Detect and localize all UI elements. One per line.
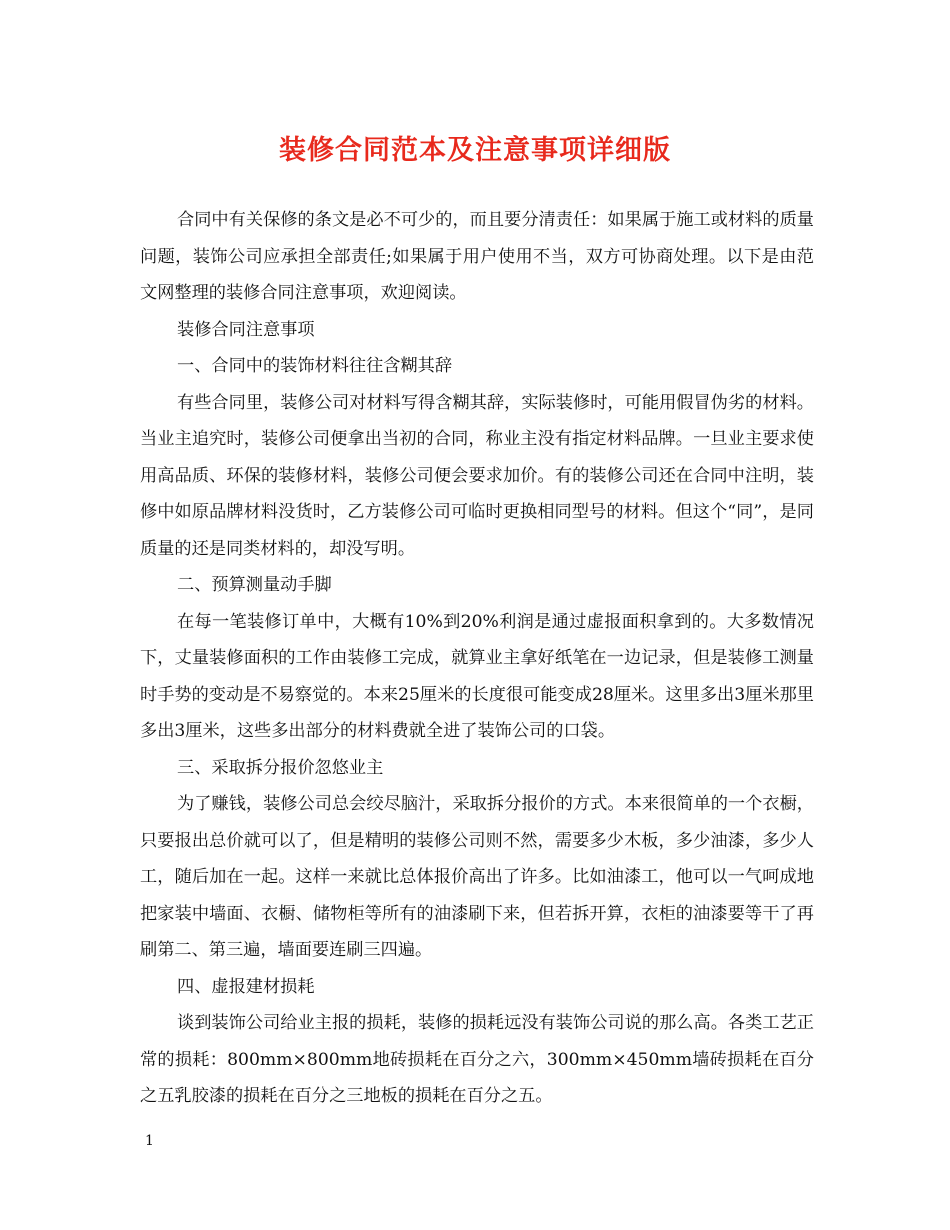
section-heading-2: 二、预算测量动手脚 [177,575,332,595]
paragraph-section-1: 有些合同里，装修公司对材料写得含糊其辞，实际装修时，可能用假冒伪劣的材料。当业主追究时，装修公司便拿出当初的合同，称业主没有指定材料品牌。一旦业主要求使用高品质、环保的装修材料，装修公司便会要求加价。有的装修公司还在合同中注明，装修中如原品牌材料没货时，乙方装修公司可临时更换相同型号的材料。但这个“同”，是同质量的还是同类材料的，却没写明。 [140,392,814,559]
paragraph-intro: 合同中有关保修的条文是必不可少的，而且要分清责任：如果属于施工或材料的质量问题，装饰公司应承担全部责任;如果属于用户使用不当，双方可协商处理。以下是由范文网整理的装修合同注意事项，欢迎阅读。 [140,210,814,303]
section-heading-4: 四、虚报建材损耗 [177,976,315,997]
paragraph-section-4: 谈到装饰公司给业主报的损耗，装修的损耗远没有装饰公司说的那么高。各类工艺正常的损耗：800mm×800mm地砖损耗在百分之六，300mm×450mm墙砖损耗在百分之五乳胶漆的损耗在百分之三地板的损耗在百分之五。 [140,1013,814,1106]
paragraph-section-2: 在每一笔装修订单中，大概有10%到20%利润是通过虚报面积拿到的。大多数情况下，丈量装修面积的工作由装修工完成，就算业主拿好纸笔在一边记录，但是装修工测量时手势的变动是不易察觉的。本来25厘米的长度很可能变成28厘米。这里多出3厘米那里多出3厘米，这些多出部分的材料费就全进了装饰公司的口袋。 [140,611,814,741]
section-heading-3: 三、采取拆分报价忽悠业主 [177,757,384,778]
section-heading-1: 一、合同中的装饰材料往往含糊其辞 [177,356,453,376]
page-number: 1 [145,1133,154,1149]
document-title: 装修合同范本及注意事项详细版 [279,135,671,166]
document-body [140,202,814,1115]
paragraph-section-3: 为了赚钱，装修公司总会绞尽脑汁，采取拆分报价的方式。本来很简单的一个衣橱，只要报出总价就可以了，但是精明的装修公司则不然，需要多少木板，多少油漆，多少人工，随后加在一起。这样一来就比总体报价高出了许多。比如油漆工，他可以一气呵成地把家装中墙面、衣橱、储物柜等所有的油漆刷下来，但若拆开算，衣柜的油漆要等干了再刷第二、第三遍，墙面要连刷三四遍。 [140,794,814,960]
section-heading-notes: 装修合同注意事项 [177,319,315,340]
